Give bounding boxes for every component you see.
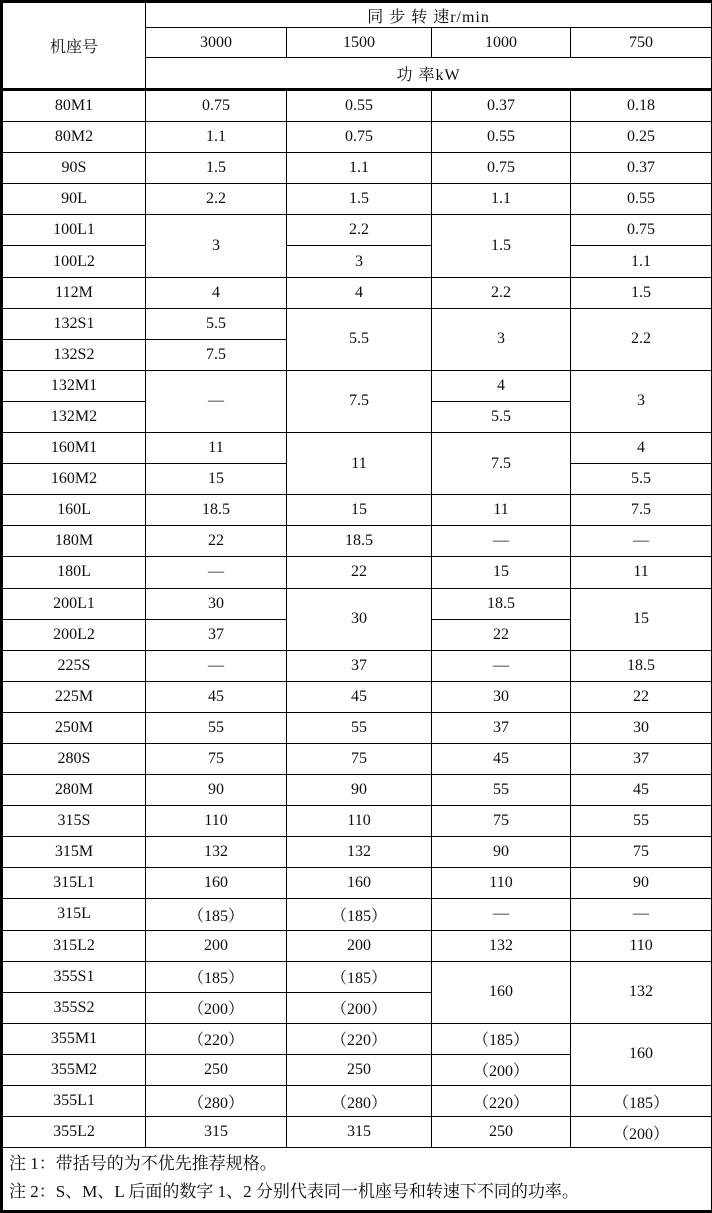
power-value-cell: 110: [146, 806, 287, 837]
frame-number-cell: 160L: [2, 495, 146, 526]
frame-number-cell: 160M2: [2, 464, 146, 495]
power-value-cell: —: [146, 557, 287, 588]
power-value-cell: 160: [571, 1023, 712, 1085]
frame-number-cell: 180L: [2, 557, 146, 588]
power-value-cell: 37: [146, 619, 287, 650]
power-value-cell: 4: [146, 277, 287, 308]
power-value-cell: —: [146, 650, 287, 681]
table-row: [2, 806, 712, 837]
power-value-cell: 15: [571, 588, 712, 650]
table-row: [2, 588, 712, 619]
power-value-cell: 0.75: [432, 153, 571, 184]
power-value-cell: 55: [287, 712, 432, 743]
power-value-cell: 132: [432, 930, 571, 961]
table-row: [2, 433, 712, 464]
table-row: [2, 370, 712, 401]
power-value-cell: 1.1: [432, 184, 571, 215]
power-value-cell: 15: [146, 464, 287, 495]
power-value-cell: 3: [287, 246, 432, 277]
table-row: [2, 495, 712, 526]
power-value-cell: 18.5: [432, 588, 571, 619]
power-value-cell: （220）: [432, 1086, 571, 1117]
power-value-cell: 2.2: [146, 184, 287, 215]
power-value-cell: 1.1: [146, 122, 287, 153]
power-value-cell: 22: [146, 526, 287, 557]
frame-number-cell: 90L: [2, 184, 146, 215]
power-value-cell: 55: [146, 712, 287, 743]
power-value-cell: 4: [287, 277, 432, 308]
power-value-cell: 4: [432, 370, 571, 401]
power-value-cell: （185）: [287, 899, 432, 930]
table-row: [2, 899, 712, 930]
power-value-cell: 18.5: [287, 526, 432, 557]
power-value-cell: 55: [432, 775, 571, 806]
power-value-cell: 110: [571, 930, 712, 961]
power-value-cell: 110: [432, 868, 571, 899]
power-value-cell: 0.75: [571, 215, 712, 246]
power-value-cell: 75: [287, 743, 432, 774]
power-value-cell: （200）: [571, 1117, 712, 1148]
power-value-cell: 132: [146, 837, 287, 868]
table-row: [2, 930, 712, 961]
column-header-speed-1500: 1500: [287, 28, 432, 58]
table-row: [2, 277, 712, 308]
table-row: [2, 184, 712, 215]
power-value-cell: 15: [287, 495, 432, 526]
note-1: 注 1：带括号的为不优先推荐规格。: [9, 1150, 705, 1178]
power-value-cell: 0.75: [146, 90, 287, 122]
table-row: [2, 246, 712, 277]
power-value-cell: 11: [571, 557, 712, 588]
power-value-cell: 0.55: [432, 122, 571, 153]
power-value-cell: 75: [432, 806, 571, 837]
column-header-power-kw: 功 率kW: [146, 58, 712, 90]
column-header-speed-1000: 1000: [432, 28, 571, 58]
frame-number-cell: 315L2: [2, 930, 146, 961]
notes-row: [2, 1148, 712, 1212]
table-row: [2, 1117, 712, 1148]
power-value-cell: 75: [146, 743, 287, 774]
power-value-cell: 75: [571, 837, 712, 868]
frame-number-cell: 355S2: [2, 992, 146, 1023]
frame-number-cell: 200L2: [2, 619, 146, 650]
table-row: [2, 1086, 712, 1117]
frame-number-cell: 132S2: [2, 339, 146, 370]
notes-cell: [2, 1148, 712, 1212]
power-value-cell: 3: [571, 370, 712, 432]
frame-number-cell: 180M: [2, 526, 146, 557]
power-value-cell: 22: [287, 557, 432, 588]
power-value-cell: 90: [432, 837, 571, 868]
power-value-cell: 200: [287, 930, 432, 961]
power-value-cell: 1.1: [571, 246, 712, 277]
power-value-cell: 110: [287, 806, 432, 837]
power-value-cell: —: [571, 526, 712, 557]
table-row: [2, 90, 712, 122]
frame-number-cell: 132M2: [2, 401, 146, 432]
power-value-cell: （200）: [432, 1054, 571, 1085]
frame-number-cell: 355L2: [2, 1117, 146, 1148]
power-value-cell: 1.5: [287, 184, 432, 215]
power-value-cell: 7.5: [571, 495, 712, 526]
frame-number-cell: 132M1: [2, 370, 146, 401]
power-value-cell: —: [146, 370, 287, 432]
table-row: [2, 743, 712, 774]
power-value-cell: 0.75: [287, 122, 432, 153]
frame-number-cell: 355L1: [2, 1086, 146, 1117]
power-value-cell: （220）: [146, 1023, 287, 1054]
power-value-cell: 132: [287, 837, 432, 868]
frame-number-cell: 80M2: [2, 122, 146, 153]
frame-number-cell: 355M2: [2, 1054, 146, 1085]
frame-number-cell: 250M: [2, 712, 146, 743]
power-value-cell: （200）: [146, 992, 287, 1023]
power-value-cell: 315: [146, 1117, 287, 1148]
table-row: [2, 775, 712, 806]
table-row: [2, 650, 712, 681]
power-value-cell: 200: [146, 930, 287, 961]
table-row: [2, 308, 712, 339]
power-value-cell: 11: [432, 495, 571, 526]
table-body: [2, 90, 712, 1148]
frame-number-cell: 132S1: [2, 308, 146, 339]
power-value-cell: 0.55: [287, 90, 432, 122]
table-row: [2, 153, 712, 184]
frame-number-cell: 112M: [2, 277, 146, 308]
table-row: [2, 1023, 712, 1054]
frame-number-cell: 200L1: [2, 588, 146, 619]
power-value-cell: 160: [432, 961, 571, 1023]
power-value-cell: （220）: [287, 1023, 432, 1054]
power-value-cell: 5.5: [571, 464, 712, 495]
power-value-cell: 250: [146, 1054, 287, 1085]
power-value-cell: 7.5: [432, 433, 571, 495]
power-value-cell: 90: [571, 868, 712, 899]
power-value-cell: 30: [146, 588, 287, 619]
power-value-cell: 37: [287, 650, 432, 681]
power-value-cell: 11: [287, 433, 432, 495]
table-row: [2, 681, 712, 712]
power-value-cell: 37: [571, 743, 712, 774]
table-row: [2, 961, 712, 992]
frame-number-cell: 225S: [2, 650, 146, 681]
power-value-cell: 160: [287, 868, 432, 899]
power-value-cell: —: [432, 526, 571, 557]
frame-number-cell: 355S1: [2, 961, 146, 992]
column-header-speed-750: 750: [571, 28, 712, 58]
table-row: [2, 215, 712, 246]
table-row: [2, 712, 712, 743]
power-value-cell: —: [432, 899, 571, 930]
power-value-cell: 90: [287, 775, 432, 806]
frame-number-cell: 100L1: [2, 215, 146, 246]
power-value-cell: （185）: [571, 1086, 712, 1117]
frame-number-cell: 315M: [2, 837, 146, 868]
power-value-cell: 45: [287, 681, 432, 712]
power-value-cell: 1.5: [432, 215, 571, 277]
power-value-cell: 250: [432, 1117, 571, 1148]
frame-number-cell: 225M: [2, 681, 146, 712]
power-value-cell: （280）: [146, 1086, 287, 1117]
power-value-cell: 2.2: [571, 308, 712, 370]
power-value-cell: 0.55: [571, 184, 712, 215]
column-header-synchronous-speed: 同 步 转 速r/min: [146, 2, 712, 28]
power-value-cell: 37: [432, 712, 571, 743]
table-row: [2, 837, 712, 868]
power-value-cell: 0.37: [432, 90, 571, 122]
power-value-cell: 30: [432, 681, 571, 712]
power-value-cell: 2.2: [432, 277, 571, 308]
power-value-cell: 1.5: [146, 153, 287, 184]
power-value-cell: 0.25: [571, 122, 712, 153]
column-header-frame-number: 机座号: [2, 2, 146, 90]
note-2: 注 2：S、M、L 后面的数字 1、2 分别代表同一机座号和转速下不同的功率。: [9, 1178, 705, 1206]
power-value-cell: 1.1: [287, 153, 432, 184]
power-value-cell: 2.2: [287, 215, 432, 246]
power-value-cell: 3: [432, 308, 571, 370]
power-value-cell: 55: [571, 806, 712, 837]
frame-number-cell: 160M1: [2, 433, 146, 464]
power-value-cell: （185）: [146, 961, 287, 992]
table-row: [2, 557, 712, 588]
power-value-cell: （185）: [146, 899, 287, 930]
table-row: [2, 868, 712, 899]
table-row: [2, 122, 712, 153]
frame-number-cell: 315L1: [2, 868, 146, 899]
power-value-cell: 7.5: [146, 339, 287, 370]
power-value-cell: 22: [432, 619, 571, 650]
power-value-cell: 45: [146, 681, 287, 712]
frame-number-cell: 90S: [2, 153, 146, 184]
power-value-cell: 18.5: [571, 650, 712, 681]
power-value-cell: 7.5: [287, 370, 432, 432]
power-value-cell: 5.5: [146, 308, 287, 339]
power-value-cell: 5.5: [432, 401, 571, 432]
frame-number-cell: 280S: [2, 743, 146, 774]
frame-number-cell: 315S: [2, 806, 146, 837]
power-value-cell: 22: [571, 681, 712, 712]
power-value-cell: 11: [146, 433, 287, 464]
power-value-cell: 0.18: [571, 90, 712, 122]
frame-number-cell: 355M1: [2, 1023, 146, 1054]
power-value-cell: 90: [146, 775, 287, 806]
power-value-cell: 0.37: [571, 153, 712, 184]
power-value-cell: （185）: [432, 1023, 571, 1054]
power-value-cell: 160: [146, 868, 287, 899]
frame-number-cell: 280M: [2, 775, 146, 806]
power-value-cell: 18.5: [146, 495, 287, 526]
power-value-cell: （280）: [287, 1086, 432, 1117]
table-row: [2, 526, 712, 557]
frame-number-cell: 80M1: [2, 90, 146, 122]
power-value-cell: 250: [287, 1054, 432, 1085]
power-value-cell: 15: [432, 557, 571, 588]
power-value-cell: 4: [571, 433, 712, 464]
power-value-cell: —: [432, 650, 571, 681]
column-header-speed-3000: 3000: [146, 28, 287, 58]
power-value-cell: 45: [432, 743, 571, 774]
frame-number-cell: 315L: [2, 899, 146, 930]
power-value-cell: 1.5: [571, 277, 712, 308]
power-value-cell: 3: [146, 215, 287, 277]
power-value-cell: —: [571, 899, 712, 930]
power-value-cell: （200）: [287, 992, 432, 1023]
power-value-cell: 30: [287, 588, 432, 650]
power-value-cell: 45: [571, 775, 712, 806]
power-value-cell: 5.5: [287, 308, 432, 370]
table-header: [2, 2, 712, 90]
power-value-cell: 132: [571, 961, 712, 1023]
power-value-cell: 30: [571, 712, 712, 743]
power-value-cell: 315: [287, 1117, 432, 1148]
power-value-cell: （185）: [287, 961, 432, 992]
table-footer: [2, 1148, 712, 1212]
frame-number-cell: 100L2: [2, 246, 146, 277]
